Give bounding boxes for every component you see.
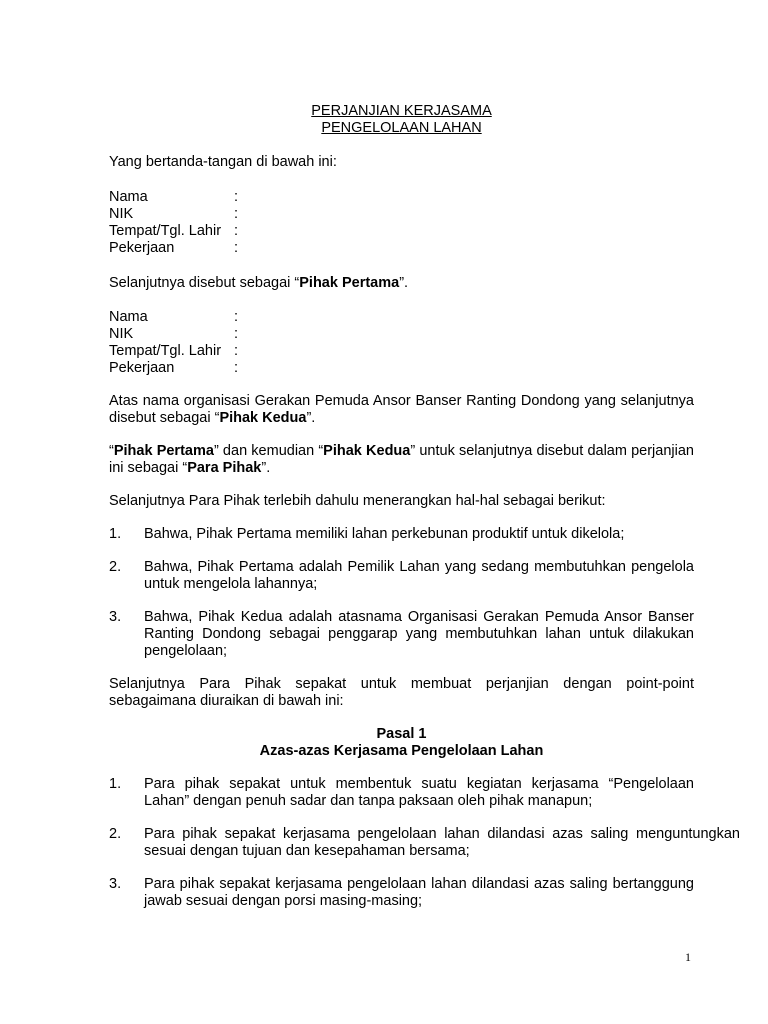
document-title-line1: PERJANJIAN KERJASAMA xyxy=(311,103,492,119)
pihak-kedua-fields xyxy=(109,309,694,377)
field-nama: Nama : xyxy=(109,189,239,205)
pihak-pertama-statement: Selanjutnya disebut sebagai “Pihak Pertama”. xyxy=(109,275,409,291)
sepakat-text: Selanjutnya Para Pihak sepakat untuk membuat perjanjian dengan point-point sebagaimana diuraikan di bawah ini: xyxy=(109,676,694,709)
field-ttl: Tempat/Tgl. Lahir : xyxy=(109,343,239,359)
page-number: 1 xyxy=(685,950,691,964)
field-pekerjaan: Pekerjaan : xyxy=(109,240,239,256)
field-ttl: Tempat/Tgl. Lahir : xyxy=(109,223,239,239)
para-pihak-statement: “Pihak Pertama” dan kemudian “Pihak Kedua” untuk selanjutnya disebut dalam perjanjian ini sebagai “Para Pihak”. xyxy=(109,443,694,476)
list-item: 2. Para pihak sepakat kerjasama pengelolaan lahan dilandasi azas saling menguntungkan sesuai dengan tujuan dan kesepahaman bersama; xyxy=(109,826,740,859)
menerangkan-text: Selanjutnya Para Pihak terlebih dahulu menerangkan hal-hal sebagai berikut: xyxy=(109,493,606,509)
pasal-label: Pasal 1 xyxy=(376,726,427,742)
field-pekerjaan: Pekerjaan : xyxy=(109,360,239,376)
intro-text: Yang bertanda-tangan di bawah ini: xyxy=(109,154,337,170)
pihak-pertama-fields xyxy=(109,189,694,257)
list-item: 1. Bahwa, Pihak Pertama memiliki lahan perkebunan produktif untuk dikelola; xyxy=(109,526,625,542)
list-item: 3. Bahwa, Pihak Kedua adalah atasnama Organisasi Gerakan Pemuda Ansor Banser Ranting Dondong sebagai penggarap yang membutuhkan lahan untuk dilakukan pengelolaan; xyxy=(109,609,694,659)
list-item: 1. Para pihak sepakat untuk membentuk suatu kegiatan kerjasama “Pengelolaan Lahan” dengan penuh sadar dan tanpa paksaan oleh pihak manapun; xyxy=(109,776,694,809)
field-nik: NIK : xyxy=(109,326,239,342)
list-item: 3. Para pihak sepakat kerjasama pengelolaan lahan dilandasi azas saling bertanggung jawab sesuai dengan porsi masing-masing; xyxy=(109,876,694,909)
pihak-kedua-statement: Atas nama organisasi Gerakan Pemuda Ansor Banser Ranting Dondong yang selanjutnya disebut sebagai “Pihak Kedua”. xyxy=(109,393,694,426)
list-item: 2. Bahwa, Pihak Pertama adalah Pemilik Lahan yang sedang membutuhkan pengelola untuk mengelola lahannya; xyxy=(109,559,694,592)
document-page xyxy=(109,103,740,910)
field-nik: NIK : xyxy=(109,206,239,222)
field-nama: Nama : xyxy=(109,309,239,325)
document-title-line2: PENGELOLAAN LAHAN xyxy=(321,120,482,136)
pasal-title: Azas-azas Kerjasama Pengelolaan Lahan xyxy=(259,743,544,759)
